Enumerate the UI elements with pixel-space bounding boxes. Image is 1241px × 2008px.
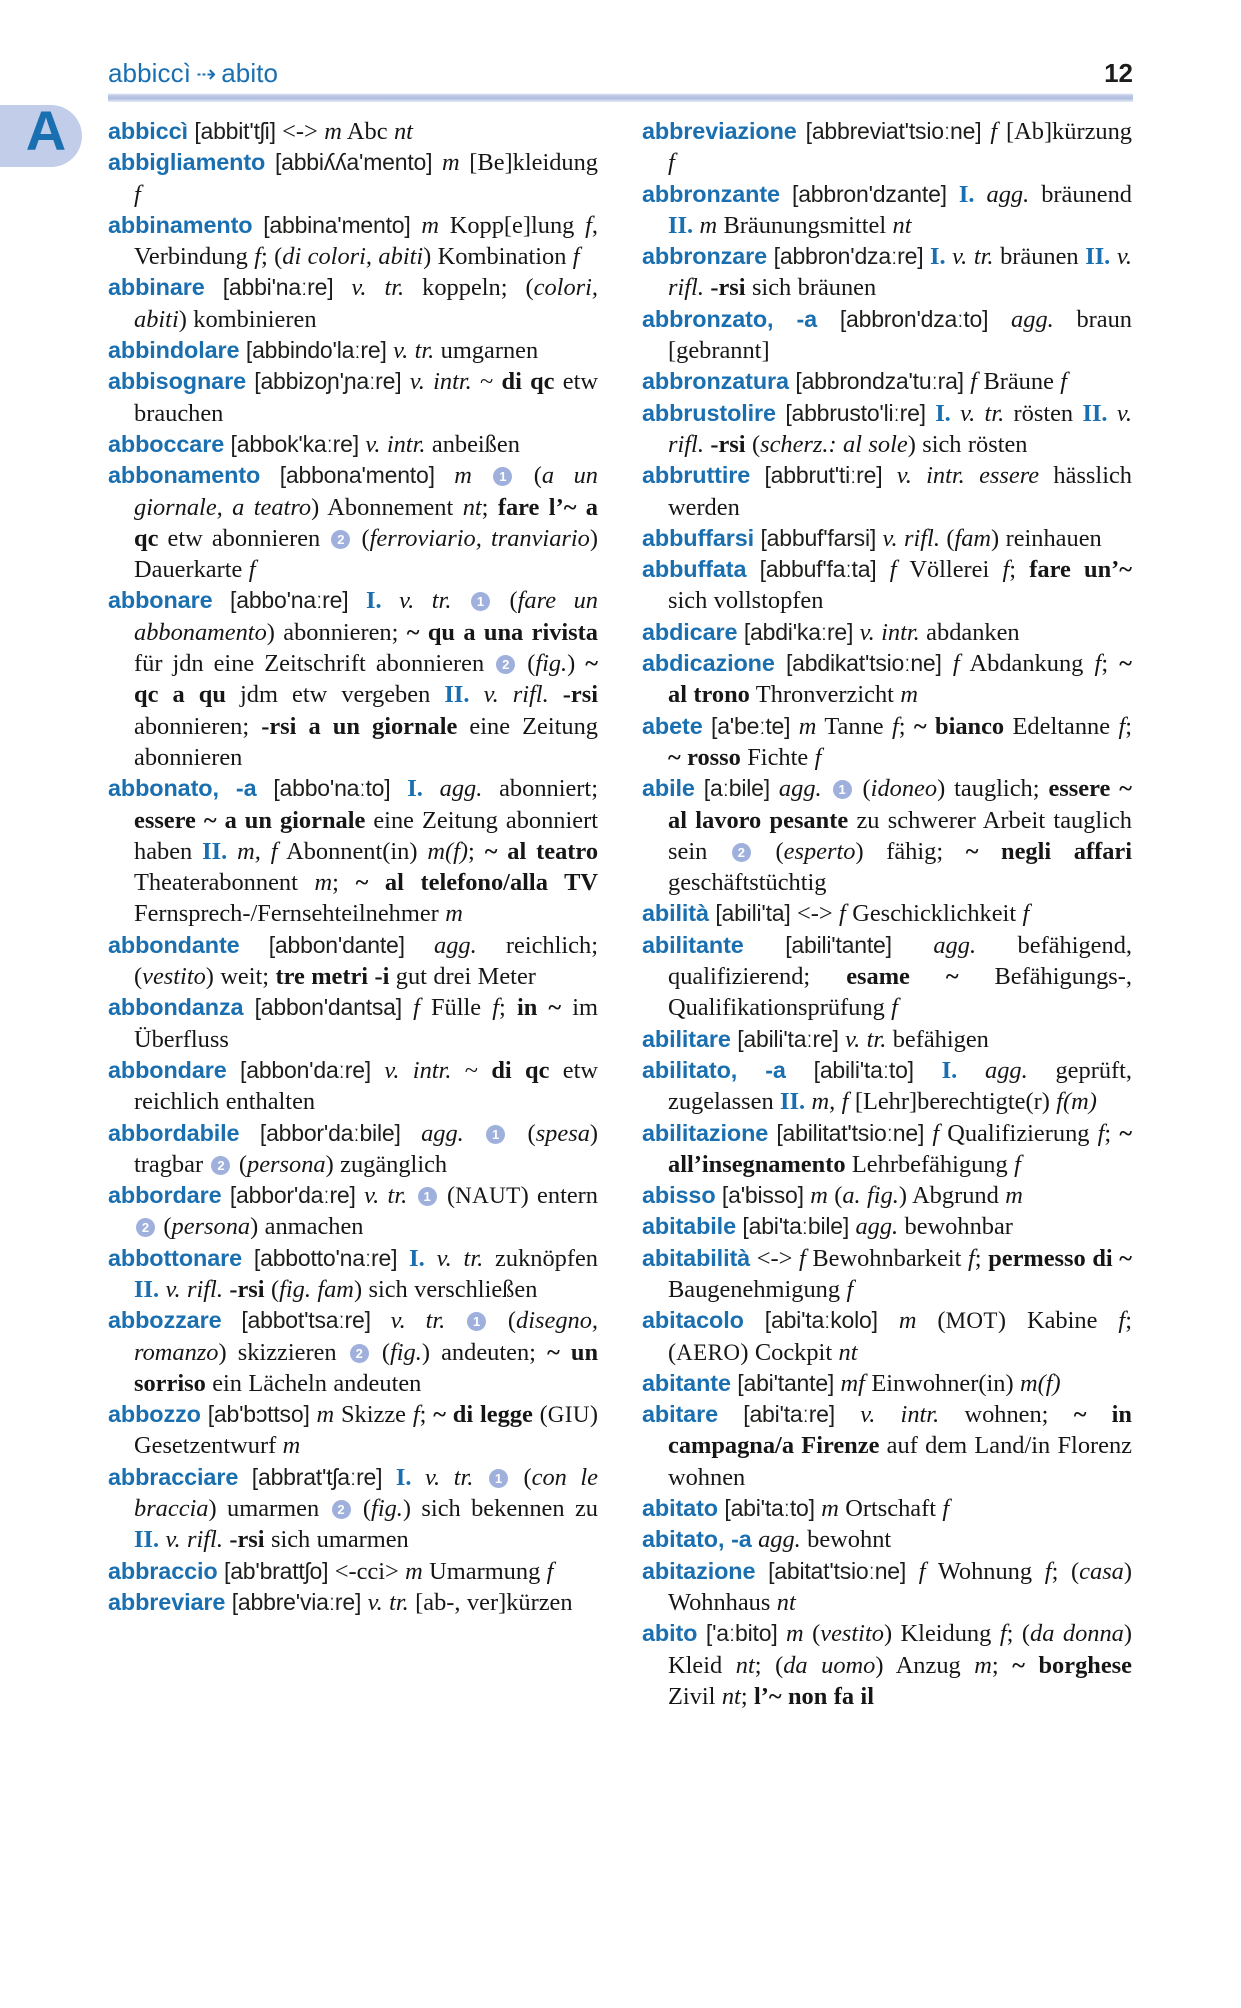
entry-definition: m (a. fig.) Abgrund m [810, 1182, 1023, 1210]
dictionary-entry [108, 366, 598, 429]
roman-numeral: I. [958, 180, 975, 208]
roman-numeral: II. [444, 681, 470, 709]
roman-numeral: II. [1082, 399, 1108, 427]
entry-headword[interactable]: abile [642, 775, 695, 802]
entry-headword[interactable]: abbigliamento [108, 149, 266, 176]
dictionary-entry [108, 147, 598, 210]
entry-headword[interactable]: abbiccì [108, 118, 188, 144]
entry-pronunciation: [abbotto'naːre] [253, 1244, 398, 1271]
dictionary-entry [642, 1368, 1132, 1399]
entry-definition: I. v. tr. 1 (fare un abbonamento) abonnieren; ~ qu a una rivista für jdn eine Zeitschrift abonnieren 2 (fig.) ~ qc a qu jdm etw vergeben II. v. rifl. -rsi abonnieren; -rsi a un giornale eine Zeitung abonnieren [134, 587, 599, 771]
dictionary-entry [642, 1305, 1132, 1368]
entry-headword[interactable]: abbozzo [108, 1401, 201, 1428]
entry-headword[interactable]: abilitante [642, 931, 744, 958]
thumb-tab-letter: A [25, 99, 67, 162]
entry-pronunciation: [abbo'naːto] [273, 775, 391, 802]
dictionary-entry [642, 898, 1132, 929]
entry-pronunciation: [a'bisso] [721, 1182, 804, 1209]
sense-number: 1 [493, 467, 512, 486]
domain-label: GIU [547, 1402, 590, 1428]
entry-headword[interactable]: abbinare [108, 274, 205, 301]
entry-headword[interactable]: abbonato, -a [108, 775, 257, 802]
roman-numeral: II. [780, 1088, 806, 1116]
dictionary-entry [642, 398, 1132, 461]
entry-pronunciation: [abbok'kaːre] [230, 430, 359, 457]
entry-headword[interactable]: abbronzato, -a [642, 305, 818, 332]
dictionary-entry [108, 1055, 598, 1118]
entry-definition: v. tr. koppeln; (colori, abiti) kombinieren [134, 274, 598, 333]
dictionary-entry [642, 554, 1132, 617]
entry-pronunciation: [abi'taːbile] [742, 1213, 850, 1240]
dictionary-entry [642, 304, 1132, 367]
sense-number: 1 [486, 1125, 505, 1144]
entry-pronunciation: [abbuf'faːta] [759, 556, 877, 583]
entry-definition: f Bräune f [970, 368, 1068, 396]
entry-pronunciation: [abbindo'laːre] [245, 337, 387, 364]
header-rule [108, 93, 1133, 102]
entry-pronunciation: [abbizoɲ'ɲaːre] [254, 368, 402, 395]
entry-definition: agg. 1 (idoneo) tauglich; essere ~ al lavoro pesante zu schwerer Arbeit tauglich sein 2 (esperto) fähig; ~ negli affari geschäftstüchtig [668, 775, 1133, 897]
page-number: 12 [1104, 58, 1133, 88]
entry-pronunciation: [abbron'dzaːre] [773, 243, 924, 270]
entry-pronunciation: [abbuf'farsi] [760, 524, 877, 551]
entry-pronunciation: [abili'tante] [785, 931, 892, 958]
entry-definition: f Abdankung f; ~ al trono Thronverzicht m [668, 650, 1132, 709]
entry-headword[interactable]: abbordabile [108, 1119, 240, 1146]
entry-definition: f Wohnung f; (casa) Wohnhaus nt [668, 1557, 1133, 1616]
dictionary-entry [108, 992, 598, 1055]
entry-definition: v. tr. umgarnen [393, 337, 539, 365]
entry-definition: m (MOT) Kabine f; (AERO) Cockpit nt [668, 1307, 1132, 1366]
dictionary-entry [642, 1399, 1132, 1493]
dictionary-entry [642, 1493, 1132, 1524]
entry-headword[interactable]: abete [642, 712, 703, 739]
entry-pronunciation: [abili'ta] [715, 900, 791, 927]
entry-headword[interactable]: abito [642, 1620, 698, 1647]
dictionary-entry [642, 648, 1132, 711]
entry-pronunciation: [abbron'dzaːto] [839, 305, 989, 332]
entry-headword[interactable]: abbreviazione [642, 118, 797, 144]
sense-number: 2 [350, 1344, 369, 1363]
dictionary-entry [642, 1243, 1132, 1306]
entry-pronunciation: [abilitat'tsioːne] [776, 1119, 925, 1146]
entry-headword[interactable]: abbozzare [108, 1307, 222, 1334]
dictionary-entry [108, 1399, 598, 1462]
entry-pronunciation: [abbon'dantsa] [254, 994, 402, 1021]
dictionary-entry [108, 930, 598, 993]
sense-number: 1 [418, 1187, 437, 1206]
entry-pronunciation: [abbron'dzante] [792, 180, 947, 207]
dictionary-entry [642, 1118, 1132, 1181]
dictionary-entry [108, 1118, 598, 1181]
entry-headword[interactable]: abbracciare [108, 1463, 239, 1490]
entry-pronunciation: [abi'taːre] [743, 1401, 835, 1428]
dictionary-entry [642, 179, 1132, 242]
entry-headword[interactable]: abbottonare [108, 1244, 243, 1271]
entry-headword[interactable]: abilitazione [642, 1119, 769, 1146]
entry-definition: v. tr. 1 (disegno, romanzo) skizzieren 2 (fig.) andeuten; ~ un sorriso ein Lächeln andeuten [134, 1307, 599, 1397]
dictionary-entry [642, 1024, 1132, 1055]
dictionary-entry [642, 241, 1132, 304]
dictionary-entry [108, 460, 598, 585]
roman-numeral: II. [202, 837, 228, 865]
column-container [108, 116, 1133, 1712]
entry-headword[interactable]: abbinamento [108, 211, 253, 238]
dictionary-entry [642, 523, 1132, 554]
column-right [642, 116, 1132, 1712]
domain-label: NAUT [455, 1183, 521, 1209]
sense-number: 1 [471, 592, 490, 611]
dictionary-entry [108, 1462, 598, 1556]
entry-headword[interactable]: abbonamento [108, 462, 261, 489]
entry-headword[interactable]: abbondanza [108, 994, 244, 1021]
entry-headword[interactable]: abitabilità [642, 1244, 751, 1271]
entry-definition: v. intr. ~ di qc etw brauchen [134, 368, 599, 427]
sense-number: 2 [136, 1218, 155, 1237]
entry-definition: agg. reichlich; (vestito) weit; tre metri -i gut drei Meter [134, 931, 598, 991]
running-head [108, 58, 1133, 89]
dictionary-entry [642, 1556, 1132, 1619]
entry-definition: I. v. tr. rösten II. v. rifl. -rsi (scherz.: al sole) sich rösten [668, 399, 1132, 458]
dictionary-entry [642, 116, 1132, 179]
entry-headword[interactable]: abbronzare [642, 243, 768, 270]
entry-pronunciation: [abbon'daːre] [240, 1056, 371, 1083]
dictionary-entry [108, 1556, 598, 1587]
entry-headword[interactable]: abboccare [108, 430, 225, 457]
roman-numeral: I. [935, 399, 951, 427]
dictionary-entry [108, 116, 598, 147]
arrow-icon: ⇢ [196, 61, 217, 88]
entry-headword[interactable]: abilità [642, 900, 709, 927]
running-head-entry-range [108, 58, 278, 89]
entry-definition: agg. befähigend, qualifizierend; esame ~ Befähigungs-, Qualifikationsprüfung f [668, 931, 1132, 1022]
running-head-first-entry: abbiccì [108, 58, 192, 88]
sense-number: 2 [732, 843, 751, 862]
dictionary-entry [642, 617, 1132, 648]
entry-headword[interactable]: abitacolo [642, 1307, 744, 1334]
sense-number: 2 [331, 530, 350, 549]
dictionary-entry [642, 1055, 1132, 1118]
entry-definition: agg. bewohnt [758, 1526, 892, 1554]
entry-headword[interactable]: abbreviare [108, 1588, 226, 1615]
entry-definition: v. tr. [ab-, ver]kürzen [367, 1588, 573, 1616]
roman-numeral: II. [134, 1526, 160, 1554]
entry-headword[interactable]: abbondare [108, 1056, 227, 1083]
roman-numeral: II. [1085, 243, 1111, 271]
entry-pronunciation: [abbre'viaːre] [231, 1588, 362, 1615]
entry-headword[interactable]: abbraccio [108, 1557, 218, 1584]
running-head-last-entry: abito [221, 58, 279, 88]
entry-definition: v. intr. wohnen; ~ in campagna/a Firenze auf dem Land/in Florenz wohnen [668, 1401, 1132, 1491]
dictionary-entry [108, 429, 598, 460]
entry-headword[interactable]: abbuffata [642, 556, 747, 583]
entry-definition: <-> m Abc nt [275, 118, 413, 145]
entry-pronunciation: [abi'tante] [737, 1369, 835, 1396]
entry-pronunciation: ['aːbito] [705, 1620, 778, 1647]
entry-pronunciation: [abbrusto'liːre] [785, 399, 926, 426]
entry-pronunciation: [abbiʎʎa'mento] [274, 149, 433, 176]
dictionary-entry [108, 1180, 598, 1243]
entry-headword[interactable]: abbronzante [642, 180, 780, 207]
sense-number: 1 [833, 780, 852, 799]
entry-definition: m [Be]kleidung f [134, 149, 598, 208]
dictionary-entry [642, 930, 1132, 1024]
entry-definition: <-cci> m Umarmung f [328, 1557, 554, 1585]
entry-definition: I. agg. geprüft, zugelassen II. m, f [Lehr]berechtigte(r) f(m) [668, 1056, 1133, 1116]
entry-headword[interactable]: abitato, -a [642, 1526, 752, 1553]
entry-definition: v. intr. anbeißen [365, 430, 520, 458]
entry-definition: mf Einwohner(in) m(f) [840, 1369, 1061, 1397]
dictionary-entry [642, 1524, 1132, 1555]
entry-pronunciation: [abbrat'tʃaːre] [251, 1463, 383, 1490]
entry-pronunciation: [abbona'mento] [279, 462, 435, 489]
entry-definition: <-> f Geschicklichkeit f [790, 900, 1030, 928]
entry-pronunciation: [abbrut'tiːre] [764, 462, 883, 489]
entry-definition: m (vestito) Kleidung f; (da donna) Kleid nt; (da uomo) Anzug m; ~ borghese Zivil nt; l’~ non fa il [668, 1620, 1133, 1710]
entry-pronunciation: [abbo'naːre] [230, 587, 349, 614]
dictionary-entry [108, 272, 598, 335]
dictionary-entry [108, 335, 598, 366]
roman-numeral: II. [668, 211, 694, 239]
dictionary-entry [642, 1180, 1132, 1211]
entry-definition: I. agg. bräunend II. m Bräunungsmittel nt [668, 180, 1132, 239]
dictionary-entry [108, 1305, 598, 1399]
entry-definition: f Qualifizierung f; ~ all’insegnamento Lehrbefähigung f [668, 1119, 1132, 1178]
entry-headword[interactable]: abbrustolire [642, 399, 776, 426]
entry-pronunciation: [abili'taːto] [813, 1056, 914, 1083]
dictionary-entry [642, 460, 1132, 523]
entry-pronunciation: [aːbile] [703, 775, 770, 802]
dictionary-entry [642, 773, 1132, 898]
entry-pronunciation: [ab'brattʃo] [224, 1557, 329, 1584]
entry-headword[interactable]: abdicazione [642, 650, 775, 677]
entry-definition: f Fülle f; in ~ im Überfluss [134, 994, 598, 1053]
entry-definition: m Kopp[e]lung f, Verbindung f; (di colori, abiti) Kombination f [134, 211, 598, 271]
roman-numeral: II. [134, 1275, 160, 1303]
dictionary-entry [642, 711, 1132, 774]
roman-numeral: I. [395, 1463, 412, 1491]
dictionary-entry [108, 1243, 598, 1306]
entry-definition: m Tanne f; ~ bianco Edeltanne f; ~ rosso Fichte f [668, 712, 1132, 771]
roman-numeral: I. [365, 587, 382, 615]
entry-pronunciation: [abili'taːre] [737, 1025, 839, 1052]
entry-headword[interactable]: abisso [642, 1182, 716, 1209]
entry-headword[interactable]: abilitare [642, 1025, 731, 1052]
entry-headword[interactable]: abbisognare [108, 368, 246, 395]
entry-pronunciation: [abitat'tsioːne] [768, 1557, 907, 1584]
entry-definition: I. agg. abonniert; essere ~ a un giornale eine Zeitung abonniert haben II. m, f Abonnent(in) m(f); ~ al teatro Theaterabonnent m; ~ al telefono/alla TV Fernsprech-/Fernsehteilnehmer m [134, 775, 599, 928]
sense-number: 1 [467, 1312, 486, 1331]
entry-headword[interactable]: abitato [642, 1495, 718, 1522]
entry-definition: <-> f Bewohnbarkeit f; permesso di ~ Baugenehmigung f [668, 1244, 1132, 1303]
entry-headword[interactable]: abitabile [642, 1213, 736, 1240]
dictionary-entry [108, 585, 598, 773]
dictionary-entry [108, 1587, 598, 1618]
roman-numeral: I. [941, 1056, 958, 1084]
dictionary-entry [108, 773, 598, 929]
entry-definition: v. intr. ~ di qc etw reichlich enthalten [134, 1056, 598, 1116]
entry-pronunciation: [abdikat'tsioːne] [785, 650, 942, 677]
entry-definition: I. v. tr. zuknöpfen II. v. rifl. -rsi (fig. fam) sich verschließen [134, 1244, 598, 1303]
entry-definition: v. rifl. (fam) reinhauen [882, 524, 1102, 552]
sense-number: 1 [489, 1469, 508, 1488]
entry-definition: f Völlerei f; fare un’~ sich vollstopfen [668, 556, 1132, 615]
dictionary-entry [642, 366, 1132, 397]
entry-headword[interactable]: abbuffarsi [642, 524, 755, 551]
entry-pronunciation: [abbina'mento] [263, 211, 411, 238]
entry-definition: v. intr. essere hässlich werden [668, 462, 1133, 521]
domain-label: MOT [945, 1308, 998, 1334]
entry-pronunciation: [abbrondza'tuːra] [795, 368, 964, 395]
entry-definition: I. v. tr. 1 (con le braccia) umarmen 2 (fig.) sich bekennen zu II. v. rifl. -rsi sich umarmen [134, 1463, 598, 1554]
entry-definition: agg. 1 (spesa) tragbar 2 (persona) zugänglich [134, 1119, 599, 1178]
roman-numeral: I. [929, 243, 946, 271]
entry-definition: m 1 (a un giornale, a teatro) Abonnement nt; fare l’~ a qc etw abonnieren 2 (ferroviario, tranviario) Dauerkarte f [134, 462, 598, 584]
entry-definition: f [Ab]kürzung f [668, 118, 1132, 177]
sense-number: 2 [496, 655, 515, 674]
entry-headword[interactable]: abbruttire [642, 462, 751, 489]
sense-number: 2 [211, 1156, 230, 1175]
entry-definition: v. tr. befähigen [845, 1025, 989, 1053]
entry-pronunciation: [a'beːte] [711, 712, 791, 739]
entry-pronunciation: [ab'bɔttso] [207, 1401, 310, 1428]
dictionary-entry [642, 1618, 1132, 1712]
entry-headword[interactable]: abitante [642, 1369, 731, 1396]
entry-definition: m Skizze f; ~ di legge (GIU) Gesetzentwurf m [134, 1401, 599, 1460]
entry-pronunciation: [abdi'kaːre] [743, 618, 854, 645]
dictionary-entry [642, 1211, 1132, 1242]
entry-pronunciation: [abi'taːkolo] [764, 1307, 878, 1334]
entry-headword[interactable]: abbronzatura [642, 368, 789, 395]
entry-headword[interactable]: abbindolare [108, 337, 240, 364]
entry-pronunciation: [abbon'dante] [268, 931, 405, 958]
entry-headword[interactable]: abdicare [642, 618, 738, 645]
entry-pronunciation: [abbreviat'tsioːne] [805, 118, 982, 144]
entry-pronunciation: [abbi'naːre] [222, 274, 334, 301]
entry-definition: v. intr. abdanken [859, 618, 1020, 646]
domain-label: AERO [676, 1339, 741, 1365]
entry-headword[interactable]: abbordare [108, 1182, 222, 1209]
entry-pronunciation: [abbor'daːre] [229, 1182, 356, 1209]
sense-number: 2 [332, 1500, 351, 1519]
roman-numeral: I. [407, 775, 423, 803]
entry-headword[interactable]: abitazione [642, 1557, 756, 1584]
entry-definition: I. v. tr. bräunen II. v. rifl. -rsi sich bräunen [668, 243, 1132, 302]
entry-pronunciation: [abbit'tʃi] [194, 118, 276, 144]
entry-headword[interactable]: abilitato, -a [642, 1056, 786, 1083]
entry-definition: v. tr. 1 (NAUT) entern 2 (persona) anmachen [134, 1182, 598, 1240]
dictionary-entry [108, 210, 598, 273]
entry-pronunciation: [abbot'tsaːre] [241, 1307, 371, 1334]
entry-definition: agg. bewohnbar [855, 1213, 1013, 1241]
roman-numeral: I. [409, 1244, 425, 1272]
entry-pronunciation: [abbor'daːbile] [259, 1119, 401, 1146]
entry-headword[interactable]: abitare [642, 1401, 719, 1428]
entry-pronunciation: [abi'taːto] [724, 1495, 815, 1522]
entry-headword[interactable]: abbondante [108, 931, 240, 958]
entry-definition: agg. braun [gebrannt] [668, 305, 1133, 365]
entry-headword[interactable]: abbonare [108, 587, 213, 614]
column-left [108, 116, 598, 1712]
entry-definition: m Ortschaft f [821, 1495, 950, 1523]
